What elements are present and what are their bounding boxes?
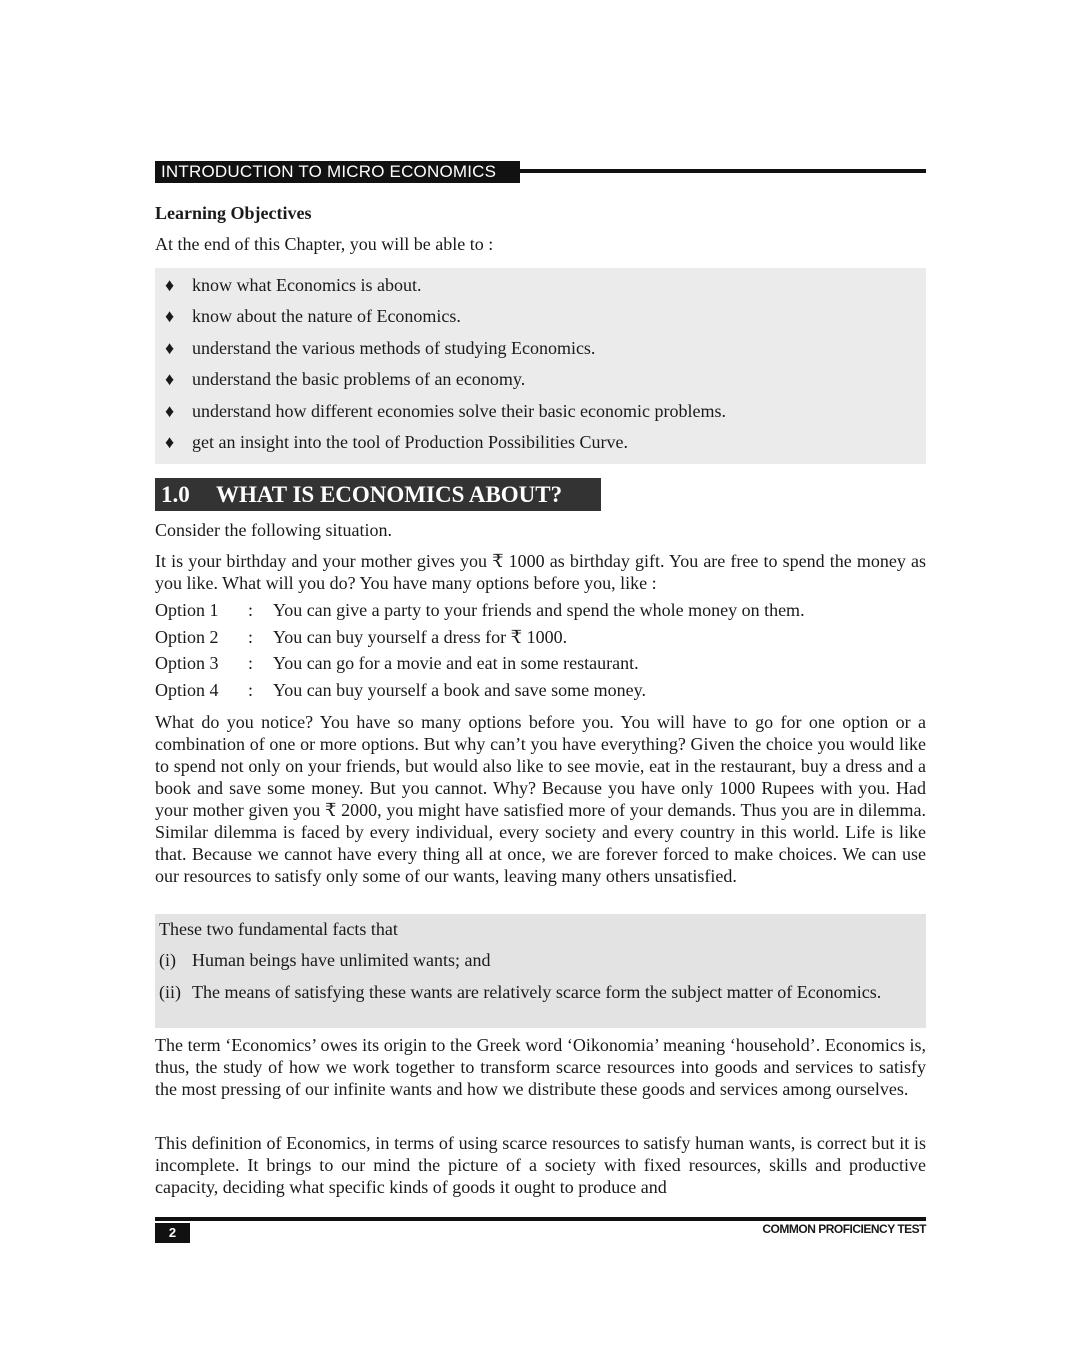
diamond-bullet-icon: ♦ xyxy=(165,275,175,295)
page-number: 2 xyxy=(155,1223,190,1243)
option-label: Option 1 xyxy=(155,600,219,620)
section-title: WHAT IS ECONOMICS ABOUT? xyxy=(216,482,563,507)
paragraph: It is your birthday and your mother gives you ₹ 1000 as birthday gift. You are free to spend the money as you like. What will you do? You have many options before you, like : xyxy=(155,551,926,593)
objective-item xyxy=(165,305,461,327)
option-label: Option 2 xyxy=(155,627,219,647)
header-rule xyxy=(520,169,926,173)
diamond-bullet-icon: ♦ xyxy=(165,369,175,389)
option-row: Option 1 : You can give a party to your friends and spend the whole money on them. xyxy=(155,600,805,620)
objective-item xyxy=(165,274,421,296)
diamond-bullet-icon: ♦ xyxy=(165,306,175,326)
option-text: You can go for a movie and eat in some restaurant. xyxy=(273,653,639,673)
fact-text: Human beings have unlimited wants; and xyxy=(192,950,491,970)
paragraph: This definition of Economics, in terms of using scarce resources to satisfy human wants, is correct but it is incomplete. It brings to our mind the picture of a society with fixed resources, skills and productive capacity, deciding what specific kinds of goods it ought to produce and xyxy=(155,1133,926,1197)
objectives-title: Learning Objectives xyxy=(155,203,312,223)
section-heading xyxy=(155,478,601,511)
diamond-bullet-icon: ♦ xyxy=(165,401,175,421)
option-text: You can give a party to your friends and spend the whole money on them. xyxy=(273,600,805,620)
objectives-intro: At the end of this Chapter, you will be able to : xyxy=(155,234,494,254)
objective-text: know what Economics is about. xyxy=(192,275,422,295)
option-text: You can buy yourself a dress for ₹ 1000. xyxy=(273,627,568,647)
footer-title: COMMON PROFICIENCY TEST xyxy=(762,1222,926,1236)
fact-item xyxy=(159,949,889,971)
option-row: Option 2 : You can buy yourself a dress for ₹ 1000. xyxy=(155,627,568,647)
fact-number: (i) xyxy=(159,950,176,970)
objective-item xyxy=(165,431,628,453)
chapter-header: INTRODUCTION TO MICRO ECONOMICS xyxy=(155,161,520,183)
fact-number: (ii) xyxy=(159,982,181,1002)
diamond-bullet-icon: ♦ xyxy=(165,338,175,358)
paragraph: What do you notice? You have so many options before you. You will have to go for one option or a combination of one or more options. But why can’t you have everything? Given the choice you would like to spend not only on your friends, but would also like to see movie, eat in the restaurant, buy a dress and a book and save some money. But you cannot. Why? Because you have only 1000 Rupees with you. Had your mother given you ₹ 2000, you might have satisfied more of your demands. Thus you are in dilemma. Similar dilemma is faced by every individual, every society and every country in this world. Life is like that. Because we cannot have every thing all at once, we are forever forced to make choices. We can use our resources to satisfy only some of our wants, leaving many others unsatisfied. xyxy=(155,712,926,886)
option-label: Option 4 xyxy=(155,680,219,700)
objective-item xyxy=(165,337,595,359)
objective-item xyxy=(165,368,525,390)
option-row: Option 4 : You can buy yourself a book and save some money. xyxy=(155,680,646,700)
paragraph: The term ‘Economics’ owes its origin to the Greek word ‘Oikonomia’ meaning ‘household’. Economics is, thus, the study of how we work together to transform scarce resources into goods and services to satisfy the most pressing of our infinite wants and how we distribute these goods and services among ourselves. xyxy=(155,1035,926,1099)
fact-item xyxy=(159,981,889,1003)
objective-text: understand the basic problems of an economy. xyxy=(192,369,526,389)
diamond-bullet-icon: ♦ xyxy=(165,432,175,452)
paragraph: Consider the following situation. xyxy=(155,520,392,540)
option-text: You can buy yourself a book and save some money. xyxy=(273,680,646,700)
facts-intro: These two fundamental facts that xyxy=(159,919,398,939)
section-number: 1.0 xyxy=(161,482,190,507)
objective-text: know about the nature of Economics. xyxy=(192,306,461,326)
objective-item xyxy=(165,400,726,422)
fact-text: The means of satisfying these wants are relatively scarce form the subject matter of Economics. xyxy=(192,982,882,1002)
objective-text: understand how different economies solve their basic economic problems. xyxy=(192,401,727,421)
option-row: Option 3 : You can go for a movie and eat in some restaurant. xyxy=(155,653,639,673)
objective-text: understand the various methods of studying Economics. xyxy=(192,338,596,358)
option-label: Option 3 xyxy=(155,653,219,673)
objective-text: get an insight into the tool of Production Possibilities Curve. xyxy=(192,432,628,452)
footer-rule xyxy=(155,1217,926,1221)
